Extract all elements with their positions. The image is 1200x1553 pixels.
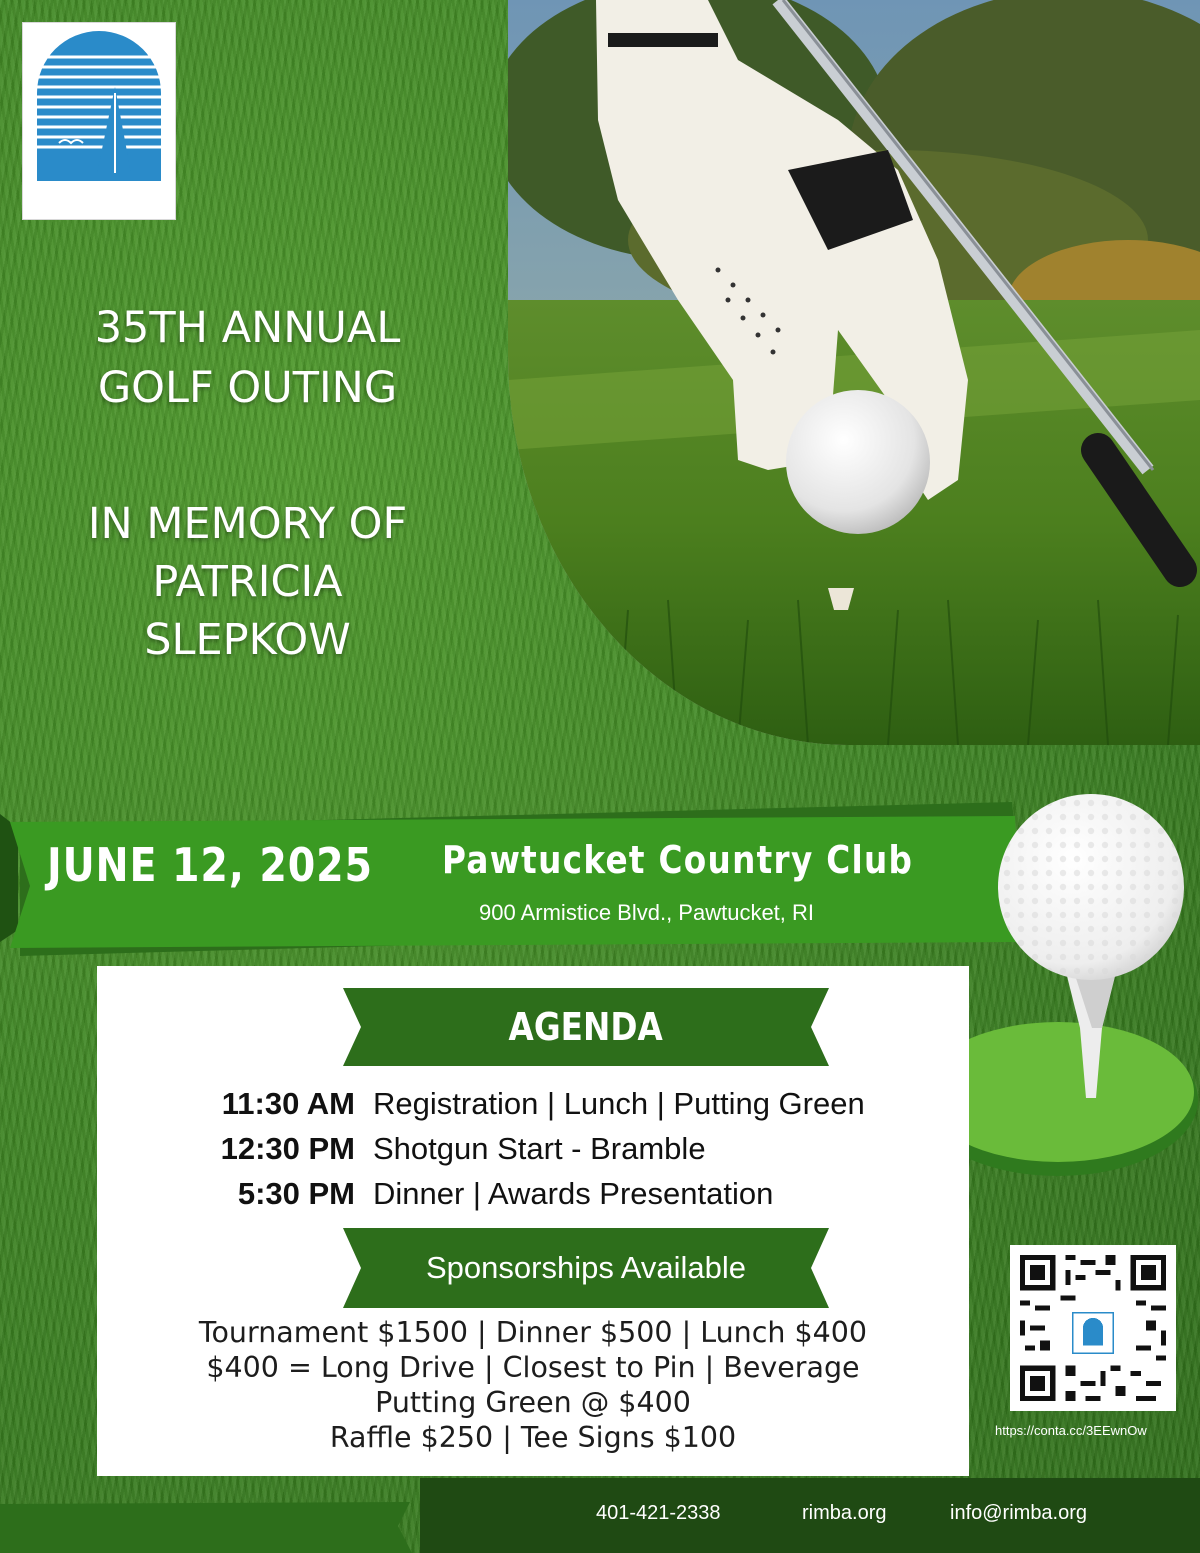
headline-line-2: GOLF OUTING: [97, 363, 398, 413]
rimba-logo: [22, 22, 176, 220]
footer-ribbon: [0, 1502, 420, 1553]
agenda-time: 11:30 AM: [221, 1086, 355, 1121]
agenda-row: [97, 1131, 969, 1175]
agenda-row: [97, 1176, 969, 1220]
sponsorship-line: Tournament $1500 | Dinner $500 | Lunch $400: [198, 1316, 868, 1349]
agenda-time: 5:30 PM: [237, 1176, 355, 1211]
golf-photo: [508, 0, 1200, 745]
contact-phone[interactable]: 401-421-2338: [596, 1502, 721, 1524]
agenda-title: AGENDA: [508, 1005, 664, 1049]
headline-line-5: SLEPKOW: [144, 615, 351, 665]
agenda-description: Dinner | Awards Presentation: [373, 1176, 774, 1211]
sponsorship-line: Putting Green @ $400: [375, 1386, 691, 1419]
sponsorships-title: Sponsorships Available: [426, 1250, 746, 1285]
sponsorship-line: $400 = Long Drive | Closest to Pin | Beverage: [206, 1351, 860, 1384]
logo-text: RIMBA: [48, 183, 150, 214]
logo-emblem-icon: [31, 31, 167, 181]
agenda-description: Shotgun Start - Bramble: [373, 1131, 706, 1166]
agenda-row: [97, 1086, 969, 1130]
qr-url[interactable]: https://conta.cc/3EEwnOw: [995, 1423, 1147, 1438]
contact-email[interactable]: info@rimba.org: [950, 1502, 1088, 1524]
event-venue: Pawtucket Country Club: [442, 838, 914, 882]
event-date: JUNE 12, 2025: [47, 838, 373, 892]
headline-line-1: 35TH ANNUAL: [94, 303, 401, 353]
contact-website[interactable]: rimba.org: [802, 1502, 887, 1524]
qr-code[interactable]: [1010, 1245, 1176, 1411]
sponsorship-line: Raffle $250 | Tee Signs $100: [329, 1421, 737, 1454]
agenda-ribbon: [343, 988, 829, 1066]
contact-footer: [420, 1478, 1200, 1553]
agenda-card: [97, 966, 969, 1476]
agenda-time: 12:30 PM: [220, 1131, 355, 1166]
sponsorships-ribbon: [343, 1228, 829, 1308]
event-address: 900 Armistice Blvd., Pawtucket, RI: [479, 900, 815, 925]
headline-line-4: PATRICIA: [152, 557, 343, 607]
agenda-description: Registration | Lunch | Putting Green: [373, 1086, 865, 1121]
headline-line-3: IN MEMORY OF: [87, 499, 408, 549]
